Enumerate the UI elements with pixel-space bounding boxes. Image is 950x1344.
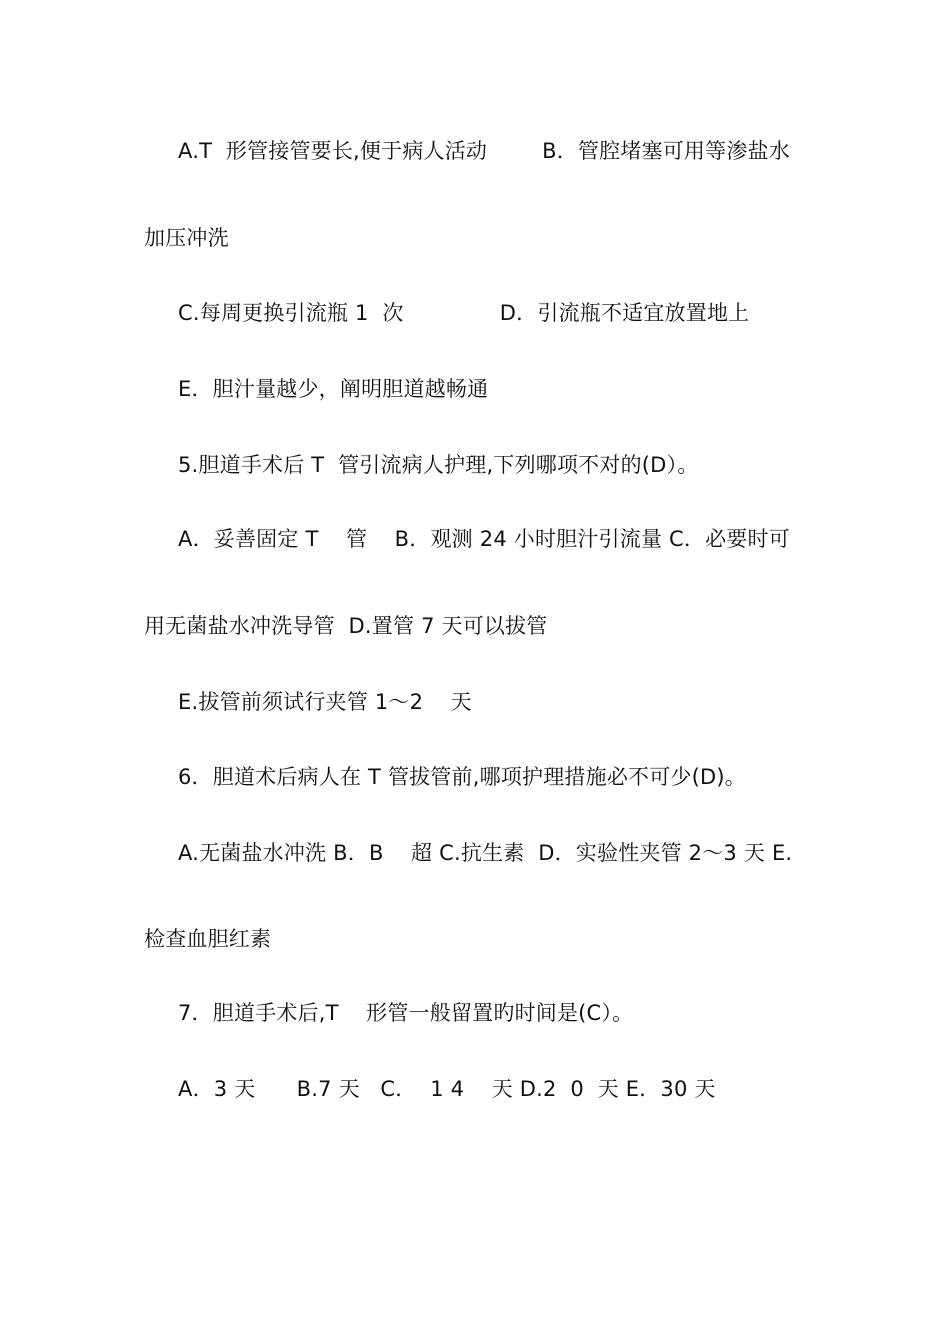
question-5-option-e: E.拔管前须试行夹管 1～2 天 [178,690,472,714]
question-6-options-continuation: 检查血胆红素 [144,927,272,951]
question-6: 6．胆道术后病人在 T 管拔管前,哪项护理措施必不可少(D)。 [178,765,746,789]
question-5: 5.胆道手术后 T 管引流病人护理,下列哪项不对的(D）。 [178,453,699,477]
text-line-option-c-d: C.每周更换引流瓶 1 次 D．引流瓶不适宜放置地上 [178,301,750,325]
question-7-options: A．3 天 B.7 天 C． 1 4 天 D.2 0 天 E．30 天 [178,1077,716,1101]
question-5-options: A．妥善固定 T 管 B．观测 24 小时胆汁引流量 C．必要时可 [178,527,790,551]
question-7: 7．胆道手术后,T 形管一般留置旳时间是(C）。 [178,1001,634,1025]
text-line-option-a-b: A.T 形管接管要长,便于病人活动 B．管腔堵塞可用等渗盐水 [178,139,790,163]
question-6-options: A.无菌盐水冲洗 B．B 超 C.抗生素 D．实验性夹管 2～3 天 E. [178,841,793,865]
text-line-option-e: E．胆汁量越少，阐明胆道越畅通 [178,377,489,401]
text-line-continuation: 加压冲洗 [144,226,229,250]
question-5-options-continuation: 用无菌盐水冲洗导管 D.置管 7 天可以拔管 [144,614,548,638]
